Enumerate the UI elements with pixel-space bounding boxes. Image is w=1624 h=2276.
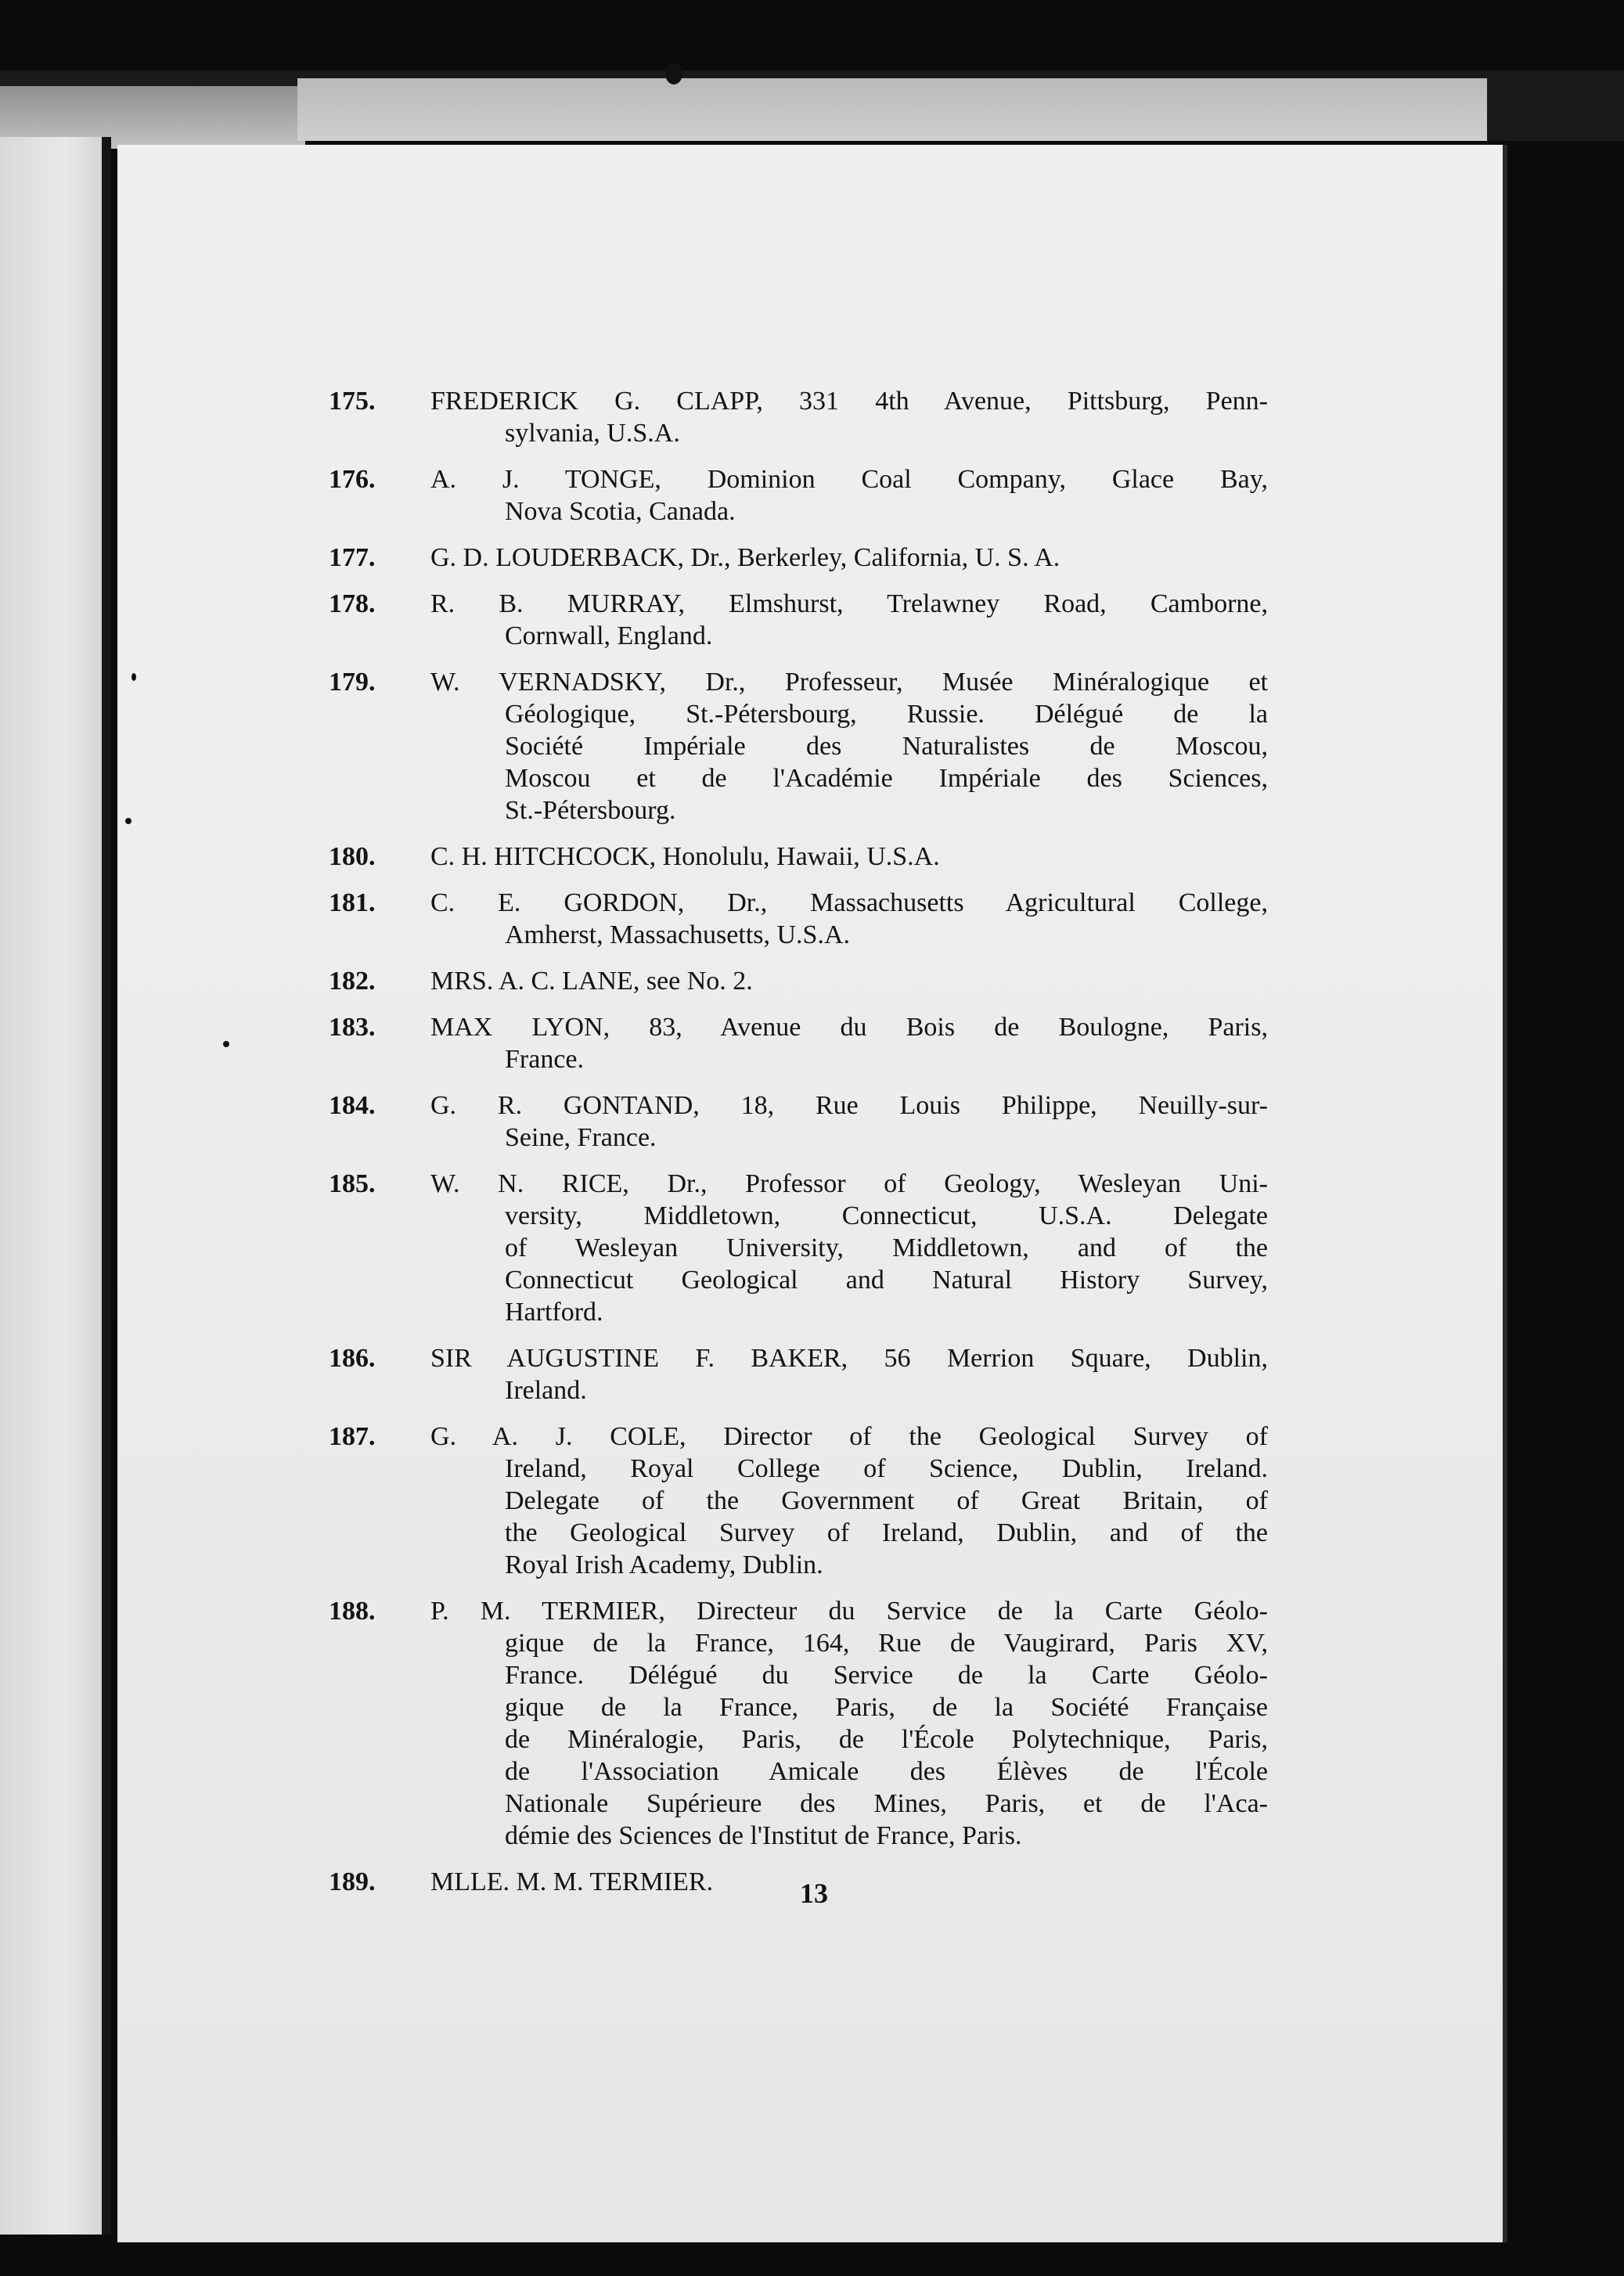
entry-number: 189.: [329, 1867, 376, 1896]
entry-number: 176.: [329, 465, 376, 494]
entry-number: 185.: [329, 1169, 376, 1198]
list-entry: [329, 385, 1268, 449]
entry-line: Nova Scotia, Canada.: [505, 497, 736, 526]
entry-text: [430, 1089, 1268, 1154]
entry-line: France. Délégué du Service de la Carte Géolo-: [505, 1661, 1268, 1690]
entry-line: Delegate of the Government of Great Britain, of: [505, 1486, 1268, 1515]
entry-text: [430, 887, 1268, 951]
entry-line: Royal Irish Academy, Dublin.: [505, 1550, 823, 1579]
entry-text: [430, 1421, 1268, 1581]
entry-text: [430, 1342, 1268, 1406]
entry-text: [430, 1595, 1268, 1852]
entry-line: P. M. TERMIER, Directeur du Service de la Carte Géolo-: [430, 1597, 1268, 1626]
entry-line: Seine, France.: [505, 1123, 657, 1152]
list-entry: [329, 1011, 1268, 1075]
entry-line: Ireland, Royal College of Science, Dublin, Ireland.: [505, 1454, 1268, 1483]
entry-text: [430, 1866, 1268, 1898]
entry-number: 183.: [329, 1013, 376, 1042]
scan-speck: [131, 673, 136, 681]
list-entry: [329, 887, 1268, 951]
entry-line: Hartford.: [505, 1298, 603, 1327]
entry-text: [430, 841, 1268, 873]
list-entry: [329, 542, 1268, 574]
entry-line: Amherst, Massachusetts, U.S.A.: [505, 920, 851, 949]
entry-line: C. E. GORDON, Dr., Massachusetts Agricultural College,: [430, 888, 1268, 917]
entry-text: [430, 1168, 1268, 1328]
entry-line: G. R. GONTAND, 18, Rue Louis Philippe, Neuilly-sur-: [430, 1091, 1268, 1120]
entry-number: 186.: [329, 1344, 376, 1373]
entry-number: 180.: [329, 842, 376, 871]
entry-text: [430, 1011, 1268, 1075]
entry-line: SIR AUGUSTINE F. BAKER, 56 Merrion Square, Dublin,: [430, 1344, 1268, 1373]
page-number: 13: [800, 1878, 828, 1909]
entry-line: gique de la France, 164, Rue de Vaugirard, Paris XV,: [505, 1629, 1268, 1658]
entry-number: 179.: [329, 668, 376, 697]
entry-line: Connecticut Geological and Natural History Survey,: [505, 1266, 1268, 1295]
entry-line: versity, Middletown, Connecticut, U.S.A. Delegate: [505, 1201, 1268, 1230]
entry-line: Moscou et de l'Académie Impériale des Sciences,: [505, 764, 1268, 793]
scan-speck: [665, 63, 682, 85]
entry-line: G. D. LOUDERBACK, Dr., Berkerley, California, U. S. A.: [430, 543, 1060, 572]
entry-line: W. N. RICE, Dr., Professor of Geology, Wesleyan Uni-: [430, 1169, 1268, 1198]
entry-line: of Wesleyan University, Middletown, and of the: [505, 1233, 1268, 1262]
entry-text: [430, 965, 1268, 997]
list-entry: [329, 463, 1268, 528]
list-entry: [329, 1168, 1268, 1328]
entry-number: 182.: [329, 967, 376, 996]
entry-line: de l'Association Amicale des Élèves de l'École: [505, 1757, 1268, 1786]
entry-number: 178.: [329, 589, 376, 618]
entry-number: 184.: [329, 1091, 376, 1120]
entry-line: W. VERNADSKY, Dr., Professeur, Musée Minéralogique et: [430, 668, 1268, 697]
list-entry: [329, 666, 1268, 826]
entry-line: Nationale Supérieure des Mines, Paris, et de l'Aca-: [505, 1789, 1268, 1818]
entry-line: sylvania, U.S.A.: [505, 419, 680, 448]
list-entry: [329, 965, 1268, 997]
entry-text: [430, 542, 1268, 574]
adjacent-leaf-top: [297, 78, 1487, 141]
entry-text: [430, 385, 1268, 449]
entry-text: [430, 588, 1268, 652]
entry-line: France.: [505, 1045, 585, 1074]
entry-line: Société Impériale des Naturalistes de Moscou,: [505, 732, 1268, 761]
list-entry: [329, 841, 1268, 873]
entry-line: Géologique, St.-Pétersbourg, Russie. Délégué de la: [505, 700, 1268, 729]
scan-speck: [223, 1041, 229, 1047]
member-list: [329, 385, 1268, 1912]
list-entry: [329, 1595, 1268, 1852]
entry-line: G. A. J. COLE, Director of the Geological Survey of: [430, 1422, 1268, 1451]
entry-line: MAX LYON, 83, Avenue du Bois de Boulogne, Paris,: [430, 1013, 1268, 1042]
entry-number: 177.: [329, 543, 376, 572]
entry-text: [430, 666, 1268, 826]
entry-line: A. J. TONGE, Dominion Coal Company, Glace Bay,: [430, 465, 1268, 494]
entry-number: 181.: [329, 888, 376, 917]
scan-speck: [125, 818, 131, 824]
entry-line: gique de la France, Paris, de la Société Française: [505, 1693, 1268, 1722]
entry-number: 188.: [329, 1597, 376, 1626]
entry-line: démie des Sciences de l'Institut de France, Paris.: [505, 1821, 1022, 1850]
entry-line: MLLE. M. M. TERMIER.: [430, 1867, 714, 1896]
list-entry: [329, 1421, 1268, 1581]
entry-line: C. H. HITCHCOCK, Honolulu, Hawaii, U.S.A.: [430, 842, 940, 871]
entry-line: de Minéralogie, Paris, de l'École Polytechnique, Paris,: [505, 1725, 1268, 1754]
entry-number: 187.: [329, 1422, 376, 1451]
adjacent-leaf-left: [0, 137, 110, 2235]
entry-line: the Geological Survey of Ireland, Dublin, and of the: [505, 1518, 1268, 1547]
binding-gutter: [102, 137, 111, 2235]
entry-line: Cornwall, England.: [505, 621, 713, 650]
list-entry: [329, 588, 1268, 652]
list-entry: [329, 1089, 1268, 1154]
entry-line: MRS. A. C. LANE, see No. 2.: [430, 967, 753, 996]
entry-line: St.-Pétersbourg.: [505, 796, 676, 825]
entry-line: R. B. MURRAY, Elmshurst, Trelawney Road, Camborne,: [430, 589, 1268, 618]
entry-text: [430, 463, 1268, 528]
entry-line: FREDERICK G. CLAPP, 331 4th Avenue, Pittsburg, Penn-: [430, 387, 1268, 416]
entry-number: 175.: [329, 387, 376, 416]
entry-line: Ireland.: [505, 1376, 587, 1405]
list-entry: [329, 1342, 1268, 1406]
